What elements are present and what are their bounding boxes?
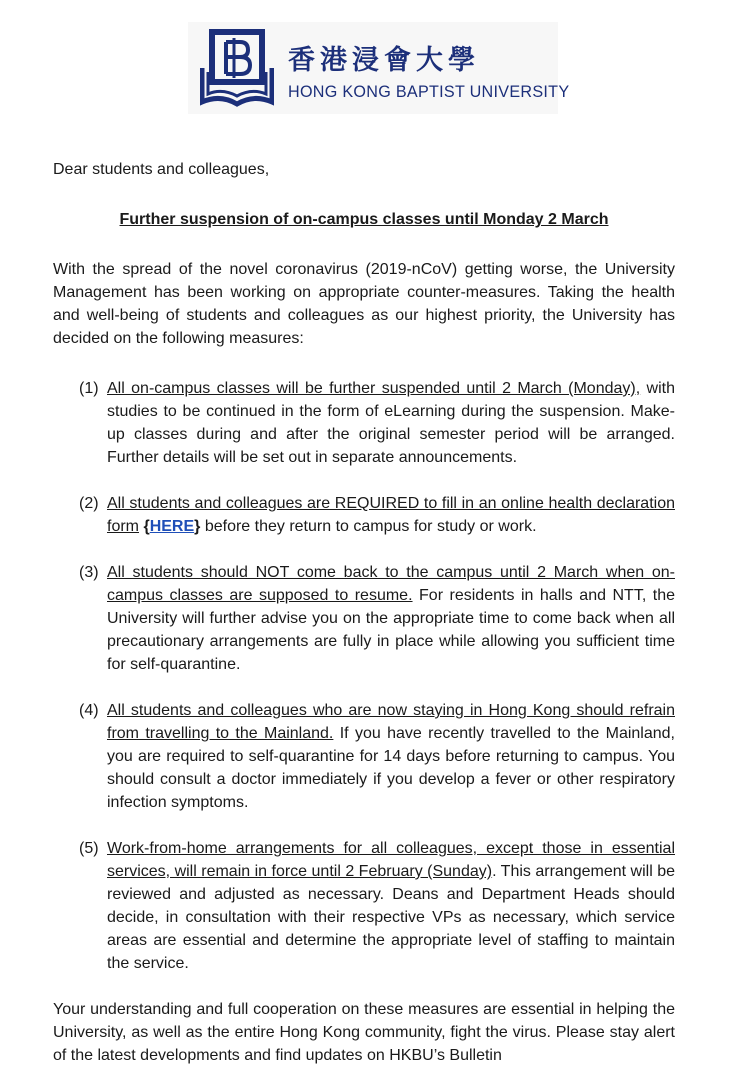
measure-number: (1)	[79, 380, 99, 397]
measure-underlined-text: All students and colleagues who are now staying in Hong Kong should refrain from travelling to the Mainland.	[107, 702, 675, 742]
university-logo	[188, 22, 570, 114]
measure-item	[53, 492, 675, 538]
measure-number: (3)	[79, 564, 99, 581]
measure-underlined-text: Work-from-home arrangements for all colleagues, except those in essential services, will remain in force until 2 February (Sunday)	[107, 840, 675, 880]
hkbu-emblem-icon	[200, 28, 274, 108]
measure-underlined-text: All on-campus classes will be further suspended until 2 March (Monday),	[107, 380, 641, 397]
measure-text: . This arrangement will be reviewed and adjusted as necessary. Deans and Department Heads should decide, in consultation with their respective VPs as necessary, which service areas are essential and determine the appropriate level of staffing to maintain the service.	[107, 863, 675, 972]
measure-text: before they return to campus for study or work.	[200, 518, 537, 535]
measure-text: If you have recently travelled to the Mainland, you are required to self-quarantine for 14 days before returning to campus. You should consult a doctor immediately if you develop a fever or other respiratory infection symptoms.	[107, 725, 676, 811]
brace-open: {	[143, 518, 150, 535]
measure-item	[53, 377, 675, 469]
intro-paragraph: With the spread of the novel coronavirus (2019-nCoV) getting worse, the University Management has been working on appropriate counter-measures. Taking the health and well-being of students and colleagues as our highest priority, the University has decided on the following measures:	[53, 261, 675, 347]
closing-paragraph: Your understanding and full cooperation on these measures are essential in helping the University, as well as the entire Hong Kong community, fight the virus. Please stay alert of the latest developments and find updates on HKBU’s Bulletin	[53, 1001, 675, 1064]
letter-body	[53, 158, 675, 1065]
measure-text: For residents in halls and NTT, the University will further advise you on the appropriate time to come back when all precautionary arrangements are fully in place while allowing you sufficient time for self-quarantine.	[107, 587, 676, 673]
measures-list	[53, 377, 675, 975]
measure-number: (4)	[79, 702, 99, 719]
measure-underlined-text: All students should NOT come back to the campus until 2 March when on-campus classes are supposed to resume.	[107, 564, 675, 604]
measure-text: with studies to be continued in the form of eLearning during the suspension. Make-up classes during and after the original semester period will be arranged. Further details will be set out in separate announcements.	[107, 380, 675, 466]
measure-item	[53, 837, 675, 975]
measure-item	[53, 561, 675, 676]
logo-chinese-name: 香港浸會大學	[288, 45, 480, 76]
measure-item	[53, 699, 675, 814]
health-declaration-link[interactable]: HERE	[149, 518, 195, 535]
measure-number: (5)	[79, 840, 99, 857]
measure-number: (2)	[79, 495, 99, 512]
logo-english-name: HONG KONG BAPTIST UNIVERSITY	[288, 82, 570, 101]
headline: Further suspension of on-campus classes until Monday 2 March	[119, 211, 609, 228]
measure-underlined-text: All students and colleagues are REQUIRED to fill in an online health declaration form	[107, 495, 675, 535]
greeting: Dear students and colleagues,	[53, 161, 270, 178]
brace-close: }	[194, 518, 201, 535]
